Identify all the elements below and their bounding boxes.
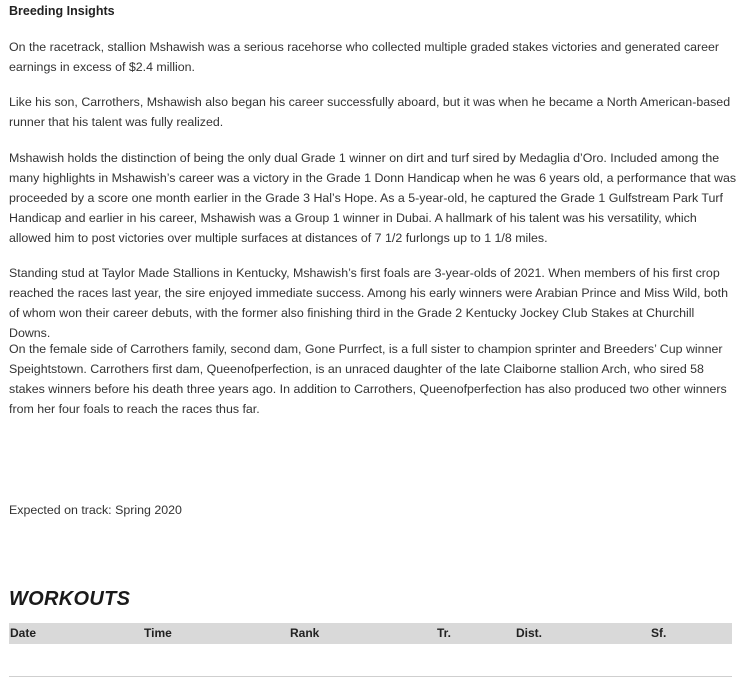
column-header-rank[interactable]: Rank (290, 626, 320, 640)
workouts-table-header (9, 623, 732, 644)
expected-on-track: Expected on track: Spring 2020 (9, 503, 182, 517)
paragraph-racetrack: On the racetrack, stallion Mshawish was a serious racehorse who collected multiple graded stakes victories and generated career earnings in excess of $2.4 million. (9, 40, 720, 74)
column-header-surface[interactable]: Sf. (651, 626, 667, 640)
paragraph-stud: Standing stud at Taylor Made Stallions in Kentucky, Mshawish’s first foals are 3-year-olds of 2021. When members of his first crop reached the races last year, the sire enjoyed immediate success. Among his early winners were Arabian Prince and Miss Wild, both of whom won their career debuts, with the former also finishing third in the Grade 2 Kentucky Jockey Club Stakes at Churchill Downs. (9, 266, 729, 340)
paragraph-career: Like his son, Carrothers, Mshawish also began his career successfully aboard, but it was when he became a North American-based runner that his talent was fully realized. (9, 95, 731, 129)
paragraph-distinction: Mshawish holds the distinction of being the only dual Grade 1 winner on dirt and turf sired by Medaglia d’Oro. Included among the many highlights in Mshawish’s career was a victory in the Grade 1 Donn Handicap when he was 6 years old, a performance that was proceeded by a score one month earlier in the Grade 3 Hal’s Hope. As a 5-year-old, he captured the Grade 1 Gulfstream Park Turf Handicap and earlier in his career, Mshawish was a Group 1 winner in Dubai. A hallmark of his talent was his versatility, which allowed him to post victories over multiple surfaces at distances of 7 1/2 furlongs up to 1 1/8 miles. (9, 151, 737, 245)
column-header-time[interactable]: Time (144, 626, 172, 640)
column-header-track[interactable]: Tr. (437, 626, 452, 640)
workouts-title: WORKOUTS (9, 588, 131, 610)
section-heading: Breeding Insights (9, 4, 115, 18)
table-bottom-divider (9, 676, 732, 677)
paragraph-female-side: On the female side of Carrothers family, second dam, Gone Purrfect, is a full sister to champion sprinter and Breeders’ Cup winner Speightstown. Carrothers first dam, Queenofperfection, is an unraced daughter of the late Claiborne stallion Arch, who sired 58 stakes winners before his death three years ago. In addition to Carrothers, Queenofperfection has also produced two other winners from her four foals to reach the races thus far. (9, 342, 727, 416)
column-header-distance[interactable]: Dist. (516, 626, 543, 640)
column-header-date[interactable]: Date (10, 626, 37, 640)
